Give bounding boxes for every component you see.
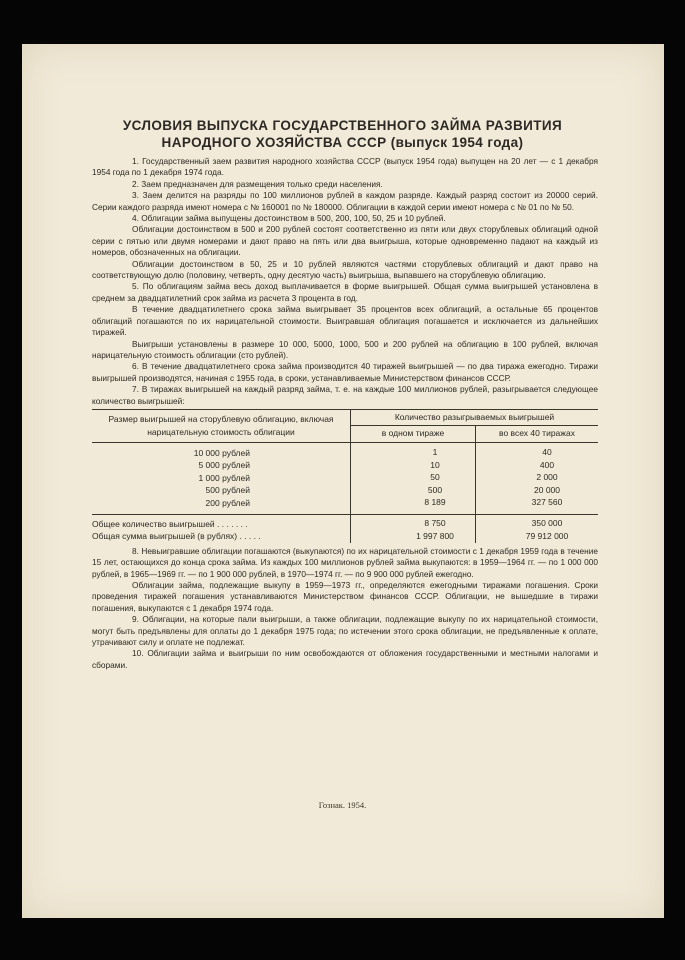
row-value-all: 40 xyxy=(542,447,552,458)
total-label: Общее количество выигрышей . . . . . . . xyxy=(92,514,351,530)
printer-imprint: Гознак. 1954. xyxy=(318,800,367,810)
row-label: 1 000 рублей xyxy=(92,472,351,484)
paragraph: 5. По облигациям займа весь доход выплачивается в форме выигрышей. Общая сумма выигрышей установлена в среднем за двадцатилетний срок займа из расчета 3 процента в год. xyxy=(92,281,598,303)
title-line-1: УСЛОВИЯ ВЫПУСКА ГОСУДАРСТВЕННОГО ЗАЙМА РАЗВИТИЯ xyxy=(122,118,563,133)
table-row xyxy=(92,484,598,496)
table-total-row xyxy=(92,514,598,530)
table-row xyxy=(92,459,598,471)
row-value-one: 10 xyxy=(351,459,476,471)
row-label: 5 000 рублей xyxy=(92,459,351,471)
paragraph: 1. Государственный заем развития народного хозяйства СССР (выпуск 1954 года) выпущен на 20 лет — с 1 декабря 1954 года по 1 декабря 1974 года. xyxy=(92,156,598,178)
paragraph: В течение двадцатилетнего срока займа выигрывает 35 процентов всех облигаций, а остальные 65 процентов облигаций погашаются по их нарицательной стоимости. Выигравшая облигация погашается и исключается из дальнейших тиражей. xyxy=(92,304,598,338)
paragraph: 3. Заем делится на разряды по 100 миллионов рублей в каждом разряде. Каждый разряд состоит из 20000 серий. Серии каждого разряда имеют номера с № 160001 по № 180000. Облигации в каждой серии имеют номера с № 01 по № 50. xyxy=(92,190,598,212)
table-row xyxy=(92,497,598,515)
prize-table xyxy=(92,409,598,543)
total-value-all: 79 912 000 xyxy=(525,530,569,541)
total-label: Общая сумма выигрышей (в рублях) . . . . . xyxy=(92,530,351,542)
total-value-one: 8 750 xyxy=(351,514,476,530)
document-title xyxy=(0,117,685,151)
row-value-all: 20 000 xyxy=(534,484,560,495)
row-value-all: 400 xyxy=(539,459,555,470)
paragraph: 2. Заем предназначен для размещения только среди населения. xyxy=(132,178,383,189)
row-value-one: 1 xyxy=(351,442,476,459)
row-label: 10 000 рублей xyxy=(92,442,351,459)
table-header-left: Размер выигрышей на сторублевую облигацию, включая нарицательную стоимость облигации xyxy=(92,409,351,442)
paragraph: Выигрыши установлены в размере 10 000, 5000, 1000, 500 и 200 рублей на облигацию в 100 рублей, включая нарицательную стоимость облигации (сто рублей). xyxy=(92,338,598,360)
paragraph: Облигации займа, подлежащие выкупу в 1959—1973 гг., определяются ежегодными тиражами погашения. Сроки проведения тиражей погашения устанавливаются Министерством финансов СССР. Облигации, не вышедшие в тиражи погашения, выкупаются с 1 декабря 1974 года. xyxy=(92,580,598,613)
table-subheader-one: в одном тираже xyxy=(351,425,476,442)
paragraph: Облигации достоинством в 50, 25 и 10 рублей являются частями сторублевых облигаций и дают право на соответствующую долю (половину, четверть, одну десятую часть) выигрыша, выпавшего на сторублевую облигацию. xyxy=(92,258,598,281)
table-subheader-all: во всех 40 тиражах xyxy=(476,425,599,442)
paragraph: 8. Невыигравшие облигации погашаются (выкупаются) по их нарицательной стоимости с 1 декабря 1959 года в течение 15 лет, остающихся до конца срока займа. Из каждых 100 миллионов рублей займа выкупаются: в 1959—1964 гг. — по 1 000 000 рублей, в 1965—1969 гг. — по 1 900 000 рублей, в 1970—1974 гг. — по 9 900 000 рублей ежегодно. xyxy=(92,545,598,579)
title-line-2: НАРОДНОГО ХОЗЯЙСТВА СССР (выпуск 1954 года) xyxy=(161,135,524,150)
table-row xyxy=(92,442,598,459)
table-total-row xyxy=(92,530,598,542)
paragraph: 7. В тиражах выигрышей на каждый разряд займа, т. е. на каждые 100 миллионов рублей, разыгрывается следующее количество выигрышей: xyxy=(92,384,598,406)
total-value-one: 1 997 800 xyxy=(351,530,476,542)
paragraph: 4. Облигации займа выпущены достоинством в 500, 200, 100, 50, 25 и 10 рублей. xyxy=(132,213,446,224)
row-value-all: 327 560 xyxy=(531,497,563,508)
paragraph: 10. Облигации займа и выигрыши по ним освобождаются от обложения государственными и местными налогами и сборами. xyxy=(92,648,598,670)
table-row xyxy=(92,472,598,484)
row-value-one: 50 xyxy=(351,472,476,484)
document-body xyxy=(92,156,598,671)
row-label: 200 рублей xyxy=(92,497,351,515)
row-label: 500 рублей xyxy=(92,484,351,496)
row-value-one: 500 xyxy=(351,484,476,496)
paragraph: 6. В течение двадцатилетнего срока займа производится 40 тиражей выигрышей — по два тиража ежегодно. Тиражи выигрышей производятся, начиная с 1955 года, в сроки, устанавливаемые Министерством финансов СССР. xyxy=(92,361,598,383)
paragraph: Облигации достоинством в 500 и 200 рублей состоят соответственно из пяти или двух сторублевых облигаций одной серии с пятью или двумя номерами и дают право на пять или два выигрыша, которые одновременно падают на каждый из номеров, обозначенных на облигации. xyxy=(92,224,598,258)
row-value-all: 2 000 xyxy=(536,472,558,483)
row-value-one: 8 189 xyxy=(351,497,476,515)
paragraph: 9. Облигации, на которые пали выигрыши, а также облигации, подлежащие выкупу по их нарицательной стоимости, могут быть предъявлены для оплаты до 1 декабря 1975 года; по истечении этого срока облигации, не предъявленные к оплате, утрачивают силу и оплате не подлежат. xyxy=(92,614,598,648)
total-value-all: 350 000 xyxy=(476,514,599,530)
table-header-right: Количество разыгрываемых выигрышей xyxy=(351,409,599,425)
